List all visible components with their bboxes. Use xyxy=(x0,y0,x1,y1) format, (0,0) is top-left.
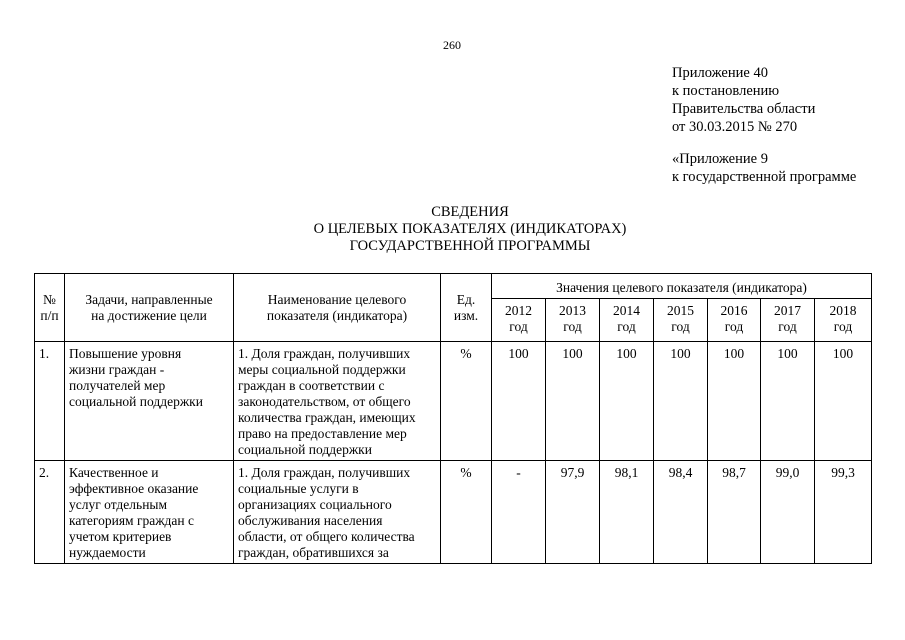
row-number: 2. xyxy=(35,461,65,564)
indicator-line: социальные услуги в xyxy=(238,481,359,496)
year-word: год xyxy=(563,319,582,334)
row-unit: % xyxy=(441,461,492,564)
row-value-2017: 100 xyxy=(761,342,815,461)
appendix-sub-line: «Приложение 9 xyxy=(672,151,768,167)
year-number: 2017 xyxy=(774,303,801,318)
task-line: категориям граждан с xyxy=(69,513,195,528)
indicator-line: граждан в соответствии с xyxy=(238,378,385,393)
year-word: год xyxy=(724,319,744,334)
appendix-line: Правительства области xyxy=(672,101,816,117)
appendix-sub xyxy=(672,150,856,186)
task-line: Повышение уровня xyxy=(69,346,182,361)
row-value-2018: 99,3 xyxy=(815,461,872,564)
year-number: 2014 xyxy=(613,303,640,318)
indicator-line: 1. Доля граждан, получивших xyxy=(238,346,411,361)
row-unit: % xyxy=(441,342,492,461)
task-line: жизни граждан - xyxy=(69,362,165,377)
row-value-2016: 100 xyxy=(708,342,761,461)
task-line: социальной поддержки xyxy=(69,394,203,409)
year-word: год xyxy=(778,319,797,334)
header-year-2016 xyxy=(708,299,761,342)
row-value-2015: 100 xyxy=(654,342,708,461)
header-indicator-name: Наименование целевого показателя (индикатора) xyxy=(234,274,441,342)
task-line: Качественное и xyxy=(69,465,159,480)
row-task xyxy=(65,342,234,461)
indicators-table xyxy=(34,273,872,564)
task-line: услуг отдельным xyxy=(69,497,168,512)
appendix-sub-line: к государственной программе xyxy=(672,169,857,185)
row-indicator-name xyxy=(234,342,441,461)
header-year-2017 xyxy=(761,299,815,342)
task-line: учетом критериев xyxy=(69,529,172,544)
task-line: получателей мер xyxy=(69,378,166,393)
header-row xyxy=(35,274,872,299)
row-value-2014: 100 xyxy=(600,342,654,461)
indicator-line: 1. Доля граждан, получивших xyxy=(238,465,411,480)
row-value-2017: 99,0 xyxy=(761,461,815,564)
header-values-group: Значения целевого показателя (индикатора) xyxy=(492,274,872,299)
year-word: год xyxy=(671,319,690,334)
indicator-line: право на предоставление мер xyxy=(238,426,407,441)
indicator-line: организациях социального xyxy=(238,497,392,512)
header-year-2014 xyxy=(600,299,654,342)
page-number: 260 xyxy=(443,38,461,52)
row-task xyxy=(65,461,234,564)
year-word: год xyxy=(509,319,528,334)
indicator-line: области, от общего количества xyxy=(238,529,415,544)
year-number: 2015 xyxy=(667,303,694,318)
row-value-2016: 98,7 xyxy=(708,461,761,564)
task-line: эффективное оказание xyxy=(69,481,199,496)
table-row xyxy=(35,342,872,461)
appendix-line: к постановлению xyxy=(672,83,780,99)
appendix-line: Приложение 40 xyxy=(672,65,768,81)
row-number: 1. xyxy=(35,342,65,461)
row-value-2013: 97,9 xyxy=(546,461,600,564)
document-title xyxy=(0,204,905,255)
year-word: год xyxy=(833,319,853,334)
row-value-2014: 98,1 xyxy=(600,461,654,564)
year-number: 2012 xyxy=(505,303,532,318)
year-number: 2018 xyxy=(829,303,857,318)
title-line: ГОСУДАРСТВЕННОЙ ПРОГРАММЫ xyxy=(349,238,591,254)
row-value-2018: 100 xyxy=(815,342,872,461)
task-line: нуждаемости xyxy=(69,545,146,560)
header-unit: Ед. изм. xyxy=(441,274,492,342)
indicator-line: законодательством, от общего xyxy=(238,394,411,409)
header-year-2012 xyxy=(492,299,546,342)
row-value-2013: 100 xyxy=(546,342,600,461)
year-number: 2016 xyxy=(720,303,748,318)
header-year-2015 xyxy=(654,299,708,342)
row-value-2015: 98,4 xyxy=(654,461,708,564)
header-year-2013 xyxy=(546,299,600,342)
year-word: год xyxy=(617,319,636,334)
indicator-line: меры социальной поддержки xyxy=(238,362,406,377)
row-value-2012: 100 xyxy=(492,342,546,461)
indicator-line: количества граждан, имеющих xyxy=(238,410,416,425)
table-row xyxy=(35,461,872,564)
row-indicator-name xyxy=(234,461,441,564)
title-line: СВЕДЕНИЯ xyxy=(431,204,509,220)
header-task: Задачи, направленные на достижение цели xyxy=(65,274,234,342)
row-value-2012: - xyxy=(492,461,546,564)
indicator-line: обслуживания населения xyxy=(238,513,383,528)
header-year-2018 xyxy=(815,299,872,342)
header-num: № п/п xyxy=(35,274,65,342)
year-number: 2013 xyxy=(559,303,586,318)
title-line: О ЦЕЛЕВЫХ ПОКАЗАТЕЛЯХ (ИНДИКАТОРАХ) xyxy=(313,221,627,237)
appendix-line: от 30.03.2015 № 270 xyxy=(672,119,798,135)
indicator-line: граждан, обратившихся за xyxy=(238,545,389,560)
indicator-line: социальной поддержки xyxy=(238,442,372,457)
appendix-header xyxy=(672,64,815,136)
